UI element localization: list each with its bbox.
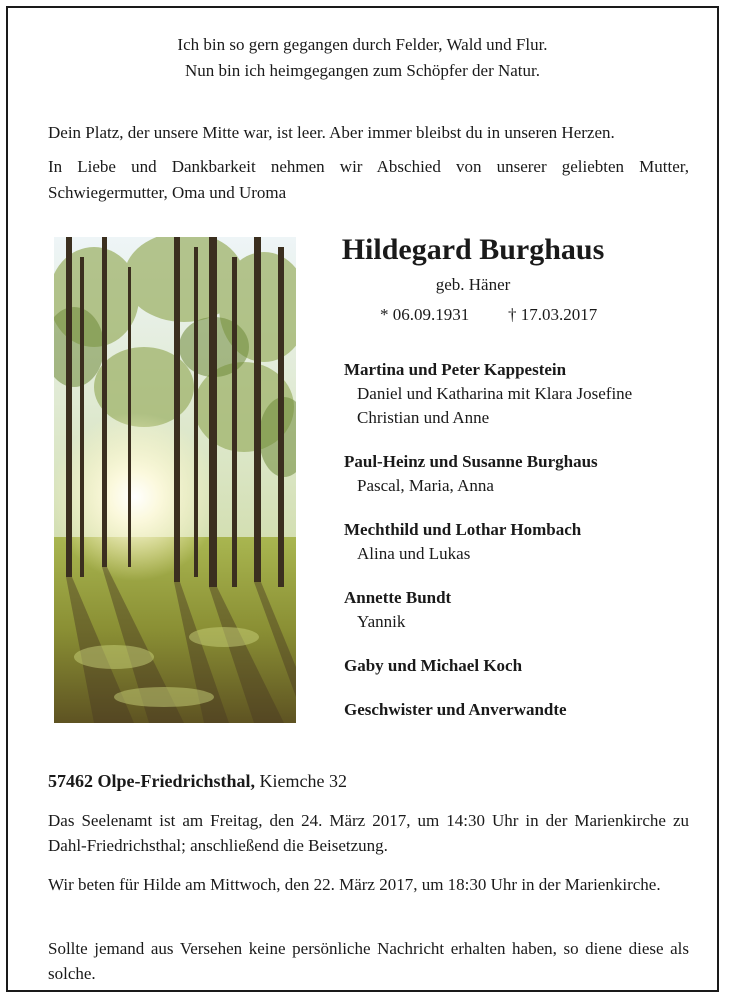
family-head: Paul-Heinz und Susanne Burghaus (344, 452, 598, 471)
address-city: 57462 Olpe-Friedrichsthal, (48, 771, 255, 791)
family-head: Gaby und Michael Koch (344, 656, 523, 675)
intro-paragraph-1: Dein Platz, der unsere Mitte war, ist leer. Aber immer bleibst du in unseren Herzen. (48, 123, 615, 142)
poem-line-2: Nun bin ich heimgegangen zum Schöpfer der Natur. (184, 61, 540, 80)
obituary-notice (6, 6, 719, 992)
mass-paragraph: Das Seelenamt ist am Freitag, den 24. März 2017, um 14:30 Uhr in der Marienkirche zu Dahl-Friedrichsthal; anschließend die Beisetzung. (48, 811, 689, 855)
family-group (344, 586, 704, 634)
family-head: Mechthild und Lothar Hombach (344, 520, 582, 539)
family-group (344, 698, 704, 722)
prayer-paragraph: Wir beten für Hilde am Mittwoch, den 22. März 2017, um 18:30 Uhr in der Marienkirche. (48, 875, 661, 894)
poem (8, 32, 717, 84)
family-members: Alina und Lukas (357, 544, 471, 563)
mourners-list (344, 358, 704, 742)
death-date: † 17.03.2017 (508, 305, 598, 324)
intro-paragraph-2: In Liebe und Dankbarkeit nehmen wir Abschied von unserer geliebten Mutter, Schwiegermutter, Oma und Uroma (48, 157, 689, 202)
deceased-born-name: geb. Häner (435, 275, 511, 294)
family-members: Christian und Anne (357, 408, 490, 427)
forest-photo (54, 237, 296, 723)
family-members: Daniel und Katharina mit Klara Josefine (357, 384, 633, 403)
family-group (344, 358, 704, 430)
notice-paragraph: Sollte jemand aus Versehen keine persönliche Nachricht erhalten haben, so diene diese als solche. (48, 939, 689, 983)
family-members: Yannik (357, 612, 406, 631)
family-group (344, 518, 704, 566)
poem-line-1: Ich bin so gern gegangen durch Felder, Wald und Flur. (177, 35, 548, 54)
deceased-name: Hildegard Burghaus (341, 233, 605, 266)
address-street: Kiemche 32 (259, 771, 347, 791)
family-head: Annette Bundt (344, 588, 452, 607)
birth-date: * 06.09.1931 (380, 305, 470, 324)
address (48, 768, 347, 794)
family-head: Geschwister und Anverwandte (344, 700, 567, 719)
family-members: Pascal, Maria, Anna (357, 476, 494, 495)
family-group (344, 654, 704, 678)
forest-sunlight-image (54, 237, 296, 723)
family-group (344, 450, 704, 498)
family-head: Martina und Peter Kappestein (344, 360, 567, 379)
